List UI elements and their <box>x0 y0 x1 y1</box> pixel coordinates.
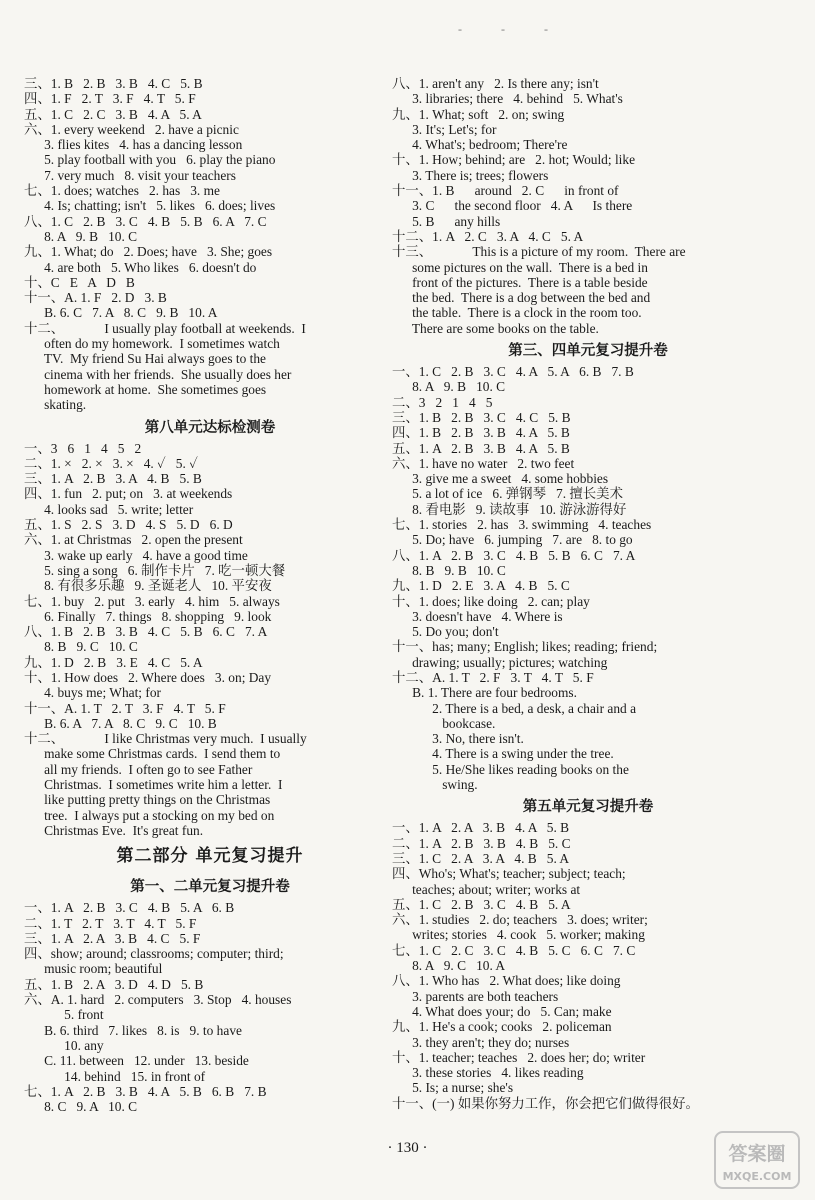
watermark-line1: 答案圈 <box>728 1143 786 1165</box>
answer-line: B. 6. A 7. A 8. C 9. C 10. B <box>24 715 217 731</box>
answer-line: 十一、A. 1. T 2. T 3. F 4. T 5. F <box>24 700 226 716</box>
section-title: 第五单元复习提升卷 <box>522 799 654 816</box>
answer-line: 4. buys me; What; for <box>24 685 161 701</box>
answer-line: 3. these stories 4. likes reading <box>392 1065 584 1081</box>
answer-line: 十、1. How does 2. Where does 3. on; Day <box>24 669 272 685</box>
answer-line: 五、1. C 2. B 3. C 4. B 5. A <box>392 896 571 912</box>
part-title: 第二部分 单元复习提升 <box>116 846 304 867</box>
answer-line: 4. Is; chatting; isn't 5. likes 6. does; lives <box>24 198 276 214</box>
answer-line: 3. parents are both teachers <box>392 988 559 1004</box>
answer-line: 六、1. at Christmas 2. open the present <box>24 532 243 548</box>
answer-line: 4. looks sad 5. write; letter <box>24 501 194 517</box>
answer-line: 六、A. 1. hard 2. computers 3. Stop 4. houses <box>24 992 292 1008</box>
answer-line: 十二、A. 1. T 2. F 3. T 4. T 5. F <box>392 669 594 685</box>
answer-line: 5. He/She likes reading books on the <box>392 761 629 777</box>
answer-line: 十、1. does; like doing 2. can; play <box>392 593 590 609</box>
answer-line: 二、3 2 1 4 5 <box>392 394 493 410</box>
answer-line: 3. they aren't; they do; nurses <box>392 1034 570 1050</box>
answer-line: 六、1. have no water 2. two feet <box>392 455 575 471</box>
answer-line: 十、1. teacher; teaches 2. does her; do; writer <box>392 1049 646 1065</box>
answer-line: 8. B 9. C 10. C <box>24 639 138 655</box>
answer-line: 七、1. C 2. C 3. C 4. B 5. C 6. C 7. C <box>392 942 636 958</box>
answer-line: music room; beautiful <box>24 961 163 977</box>
answer-line: 四、Who's; What's; teacher; subject; teach; <box>392 866 626 882</box>
answer-line: 九、1. What; soft 2. on; swing <box>392 106 565 122</box>
answer-line: B. 1. There are four bedrooms. <box>392 685 577 701</box>
answer-line: 十二、 I like Christmas very much. I usually <box>24 731 307 747</box>
answer-line: 一、1. A 2. B 3. C 4. B 5. A 6. B <box>24 900 235 916</box>
answer-line: 五、1. S 2. S 3. D 4. S 5. D 6. D <box>24 517 233 533</box>
answer-line: 四、1. fun 2. put; on 3. at weekends <box>24 486 233 502</box>
answer-line: 5. Do you; don't <box>392 624 499 640</box>
answer-line: 五、1. A 2. B 3. B 4. A 5. B <box>392 440 570 456</box>
answer-line: writes; stories 4. cook 5. worker; making <box>392 927 645 943</box>
answer-line: 八、1. Who has 2. What does; like doing <box>392 973 621 989</box>
watermark-logo <box>713 1130 801 1190</box>
answer-line: 三、1. A 2. B 3. A 4. B 5. B <box>24 471 202 487</box>
answer-line: 十三、 This is a picture of my room. There are <box>392 244 686 260</box>
answer-line: 二、1. × 2. × 3. × 4. ✓ 5. ✓ <box>24 455 198 471</box>
answer-line: There are some books on the table. <box>392 320 599 336</box>
answer-line: 九、1. D 2. E 3. A 4. B 5. C <box>392 578 570 594</box>
answer-line: Christmas Eve. It's great fun. <box>24 822 204 838</box>
right-column <box>392 76 784 1111</box>
answer-line: 8. 有很多乐趣 9. 圣诞老人 10. 平安夜 <box>24 578 272 594</box>
answer-line: all my friends. I often go to see Father <box>24 761 253 777</box>
answer-line: 八、1. C 2. B 3. C 4. B 5. B 6. A 7. C <box>24 213 267 229</box>
answer-line: TV. My friend Su Hai always goes to the <box>24 351 266 367</box>
section-title: 第八单元达标检测卷 <box>144 419 276 436</box>
answer-line: 二、1. T 2. T 3. T 4. T 5. F <box>24 915 197 931</box>
answer-line: skating. <box>24 397 87 413</box>
answer-line: 十一、(一) 如果你努力工作，你会把它们做得很好。 <box>392 1095 699 1111</box>
answer-line: 四、1. F 2. T 3. F 4. T 5. F <box>24 91 196 107</box>
answer-line: 七、1. A 2. B 3. B 4. A 5. B 6. B 7. B <box>24 1083 267 1099</box>
answer-line: often do my homework. I sometimes watch <box>24 336 280 352</box>
answer-line: tree. I always put a stocking on my bed on <box>24 807 275 823</box>
answer-line: 8. A 9. B 10. C <box>392 379 506 395</box>
answer-line: make some Christmas cards. I send them to <box>24 746 281 762</box>
answer-line: 5. front <box>24 1007 104 1023</box>
answer-line: 四、1. B 2. B 3. B 4. A 5. B <box>392 425 570 441</box>
answer-line: 8. A 9. B 10. C <box>24 228 138 244</box>
answer-line: 4. are both 5. Who likes 6. doesn't do <box>24 259 257 275</box>
answer-line: 三、1. A 2. A 3. B 4. C 5. F <box>24 930 201 946</box>
answer-line: 6. Finally 7. things 8. shopping 9. look <box>24 608 272 624</box>
answer-line: 3. C the second floor 4. A Is there <box>392 198 633 214</box>
answer-line: B. 6. C 7. A 8. C 9. B 10. A <box>24 305 218 321</box>
answer-line: bookcase. <box>392 715 496 731</box>
answer-line: 5. a lot of ice 6. 弹钢琴 7. 擅长美术 <box>392 486 623 502</box>
answer-line: 3. There is; trees; flowers <box>392 167 549 183</box>
answer-line: 3. No, there isn't. <box>392 731 524 747</box>
answer-line: 十、C E A D B <box>24 274 135 290</box>
answer-line: the bed. There is a dog between the bed and <box>392 290 651 306</box>
answer-line: 10. any <box>24 1037 104 1053</box>
answer-line: 七、1. does; watches 2. has 3. me <box>24 183 220 199</box>
answer-line: 六、1. every weekend 2. have a picnic <box>24 121 239 137</box>
answer-line: B. 6. third 7. likes 8. is 9. to have <box>24 1022 242 1038</box>
answer-line: C. 11. between 12. under 13. beside <box>24 1053 249 1069</box>
answer-line: homework at home. She sometimes goes <box>24 381 267 397</box>
answer-line: 七、1. buy 2. put 3. early 4. him 5. always <box>24 593 280 609</box>
answer-line: the table. There is a clock in the room too. <box>392 305 642 321</box>
answer-line: 十、1. How; behind; are 2. hot; Would; like <box>392 152 636 168</box>
answer-line: front of the pictures. There is a table beside <box>392 274 648 290</box>
answer-line: 二、1. A 2. B 3. B 4. B 5. C <box>392 835 571 851</box>
answer-line: teaches; about; writer; works at <box>392 881 581 897</box>
answer-line: 8. 看电影 9. 读故事 10. 游泳游得好 <box>392 501 627 517</box>
answer-line: 九、1. He's a cook; cooks 2. policeman <box>392 1019 612 1035</box>
answer-line: 四、show; around; classrooms; computer; third; <box>24 946 284 962</box>
answer-line: 3. doesn't have 4. Where is <box>392 608 563 624</box>
answer-line: swing. <box>392 777 478 793</box>
answer-line: 4. There is a swing under the tree. <box>392 746 614 762</box>
answer-line: 七、1. stories 2. has 3. swimming 4. teaches <box>392 517 652 533</box>
answer-line: 九、1. What; do 2. Does; have 3. She; goes <box>24 244 273 260</box>
answer-line: 一、3 6 1 4 5 2 <box>24 440 142 456</box>
answer-line: 十一、1. B around 2. C in front of <box>392 183 619 199</box>
answer-line: Christmas. I sometimes write him a letter. I <box>24 777 283 793</box>
answer-line: 5. Do; have 6. jumping 7. are 8. to go <box>392 532 633 548</box>
watermark-line2: MXQE.COM <box>722 1170 792 1183</box>
answer-line: 3. wake up early 4. have a good time <box>24 547 248 563</box>
answer-line: 8. B 9. B 10. C <box>392 562 506 578</box>
answer-line: 2. There is a bed, a desk, a chair and a <box>392 700 637 716</box>
header-marks: - - - <box>458 22 566 36</box>
answer-line: 八、1. aren't any 2. Is there any; isn't <box>392 76 599 91</box>
answer-line: 三、1. C 2. A 3. A 4. B 5. A <box>392 850 570 866</box>
answer-line: 3. flies kites 4. has a dancing lesson <box>24 137 243 153</box>
answer-line: cinema with her friends. She usually does her <box>24 366 292 382</box>
answer-line: 三、1. B 2. B 3. B 4. C 5. B <box>24 76 203 91</box>
answer-line: 八、1. A 2. B 3. C 4. B 5. B 6. C 7. A <box>392 547 636 563</box>
answer-line: like putting pretty things on the Christmas <box>24 792 271 808</box>
answer-line: 3. libraries; there 4. behind 5. What's <box>392 91 623 107</box>
answer-line: 一、1. C 2. B 3. C 4. A 5. A 6. B 7. B <box>392 364 634 380</box>
answer-line: 4. What does your; do 5. Can; make <box>392 1003 612 1019</box>
answer-line: 4. What's; bedroom; There're <box>392 137 568 153</box>
answer-line: 14. behind 15. in front of <box>24 1068 206 1084</box>
answer-line: 3. give me a sweet 4. some hobbies <box>392 471 609 487</box>
answer-line: 十一、has; many; English; likes; reading; friend; <box>392 639 658 655</box>
answer-line: 十二、1. A 2. C 3. A 4. C 5. A <box>392 228 584 244</box>
answer-line: drawing; usually; pictures; watching <box>392 654 608 670</box>
answer-line: 5. Is; a nurse; she's <box>392 1080 514 1096</box>
answer-line: 九、1. D 2. B 3. E 4. C 5. A <box>24 654 203 670</box>
answer-line: 三、1. B 2. B 3. C 4. C 5. B <box>392 409 571 425</box>
answer-line: 8. A 9. C 10. A <box>392 958 506 974</box>
answer-line: 7. very much 8. visit your teachers <box>24 167 236 183</box>
page-number: · 130 · <box>387 1140 428 1156</box>
section-title: 第三、四单元复习提升卷 <box>508 343 668 360</box>
answer-line: 六、1. studies 2. do; teachers 3. does; writer; <box>392 912 648 928</box>
answer-line: 5. play football with you 6. play the piano <box>24 152 276 168</box>
answer-line: 八、1. B 2. B 3. B 4. C 5. B 6. C 7. A <box>24 624 268 640</box>
section-title: 第一、二单元复习提升卷 <box>130 879 290 896</box>
answer-line: 五、1. C 2. C 3. B 4. A 5. A <box>24 106 202 122</box>
answer-line: 5. sing a song 6. 制作卡片 7. 吃一顿大餐 <box>24 562 286 578</box>
answer-line: some pictures on the wall. There is a bed in <box>392 259 648 275</box>
answer-line: 五、1. B 2. A 3. D 4. D 5. B <box>24 976 204 992</box>
answer-line: 3. It's; Let's; for <box>392 121 497 137</box>
answer-line: 十二、 I usually play football at weekends. I <box>24 320 306 336</box>
answer-line: 8. C 9. A 10. C <box>24 1099 138 1115</box>
answer-line: 十一、A. 1. F 2. D 3. B <box>24 290 167 306</box>
answer-line: 5. B any hills <box>392 213 501 229</box>
left-column <box>24 76 396 1114</box>
answer-line: 一、1. A 2. A 3. B 4. A 5. B <box>392 820 570 836</box>
